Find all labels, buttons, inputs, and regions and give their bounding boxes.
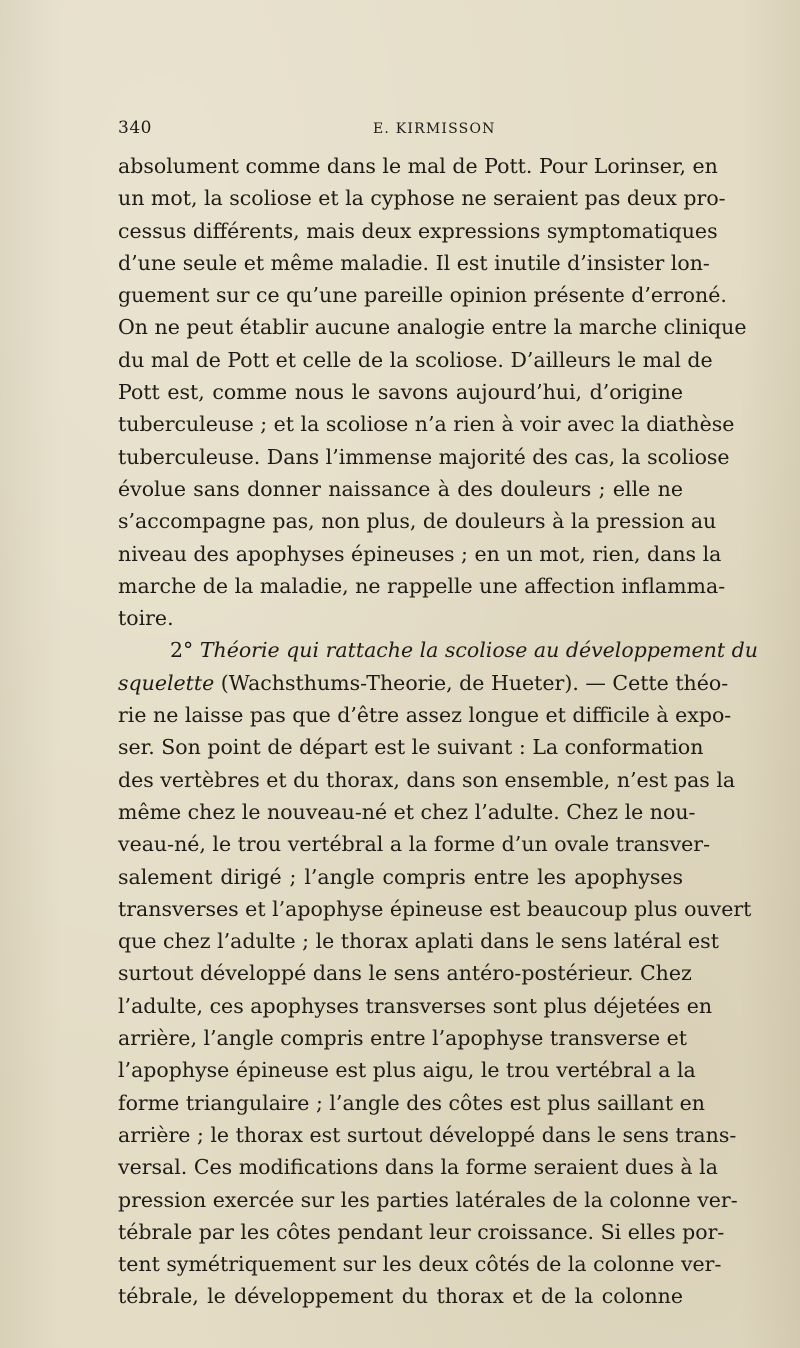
section-title-italic: Théorie qui rattache la scoliose au développement du xyxy=(199,638,758,663)
text-line: s’accompagne pas, non plus, de douleurs à la pression au xyxy=(118,509,717,534)
text-line: salement dirigé ; l’angle compris entre les apophyses xyxy=(118,864,683,889)
text-line: pression exercée sur les parties latérales de la colonne ver- xyxy=(118,1187,738,1212)
text-line: arrière, l’angle compris entre l’apophyse transverse et xyxy=(118,1026,687,1051)
section-title-italic: squelette xyxy=(118,670,215,695)
text-line: tuberculeuse ; et la scoliose n’a rien à voir avec la diathèse xyxy=(118,412,735,437)
text-line: ser. Son point de départ est le suivant : La conformation xyxy=(118,735,704,760)
text-line: toire. xyxy=(118,606,174,631)
text-line: forme triangulaire ; l’angle des côtes est plus saillant en xyxy=(118,1090,705,1115)
text-line: guement sur ce qu’une pareille opinion présente d’erroné. xyxy=(118,283,727,308)
text-line: tuberculeuse. Dans l’immense majorité des cas, la scoliose xyxy=(118,444,730,469)
text-line: On ne peut établir aucune analogie entre la marche clinique xyxy=(118,315,747,340)
text-line: cessus différents, mais deux expressions symptomatiques xyxy=(118,218,718,243)
text-line: veau-né, le trou vertébral a la forme d’un ovale transver- xyxy=(118,832,711,857)
body-text xyxy=(118,150,758,1313)
text-line: niveau des apophyses épineuses ; en un mot, rien, dans la xyxy=(118,541,722,566)
text-line: Pott est, comme nous le savons aujourd’hui, d’origine xyxy=(118,380,683,405)
text-line: même chez le nouveau-né et chez l’adulte. Chez le nou- xyxy=(118,799,696,824)
text-line: rie ne laisse pas que d’être assez longue et difficile à expo- xyxy=(118,703,732,728)
text-line: absolument comme dans le mal de Pott. Pour Lorinser, en xyxy=(118,154,718,178)
section-heading-line xyxy=(118,667,729,699)
text-line: évolue sans donner naissance à des douleurs ; elle ne xyxy=(118,476,683,501)
running-head xyxy=(118,116,683,140)
section-title-suffix: (Wachsthums-Theorie, de Hueter). — Cette théo- xyxy=(214,670,729,695)
text-line: tent symétriquement sur les deux côtés de la colonne ver- xyxy=(118,1252,722,1277)
text-line: d’une seule et même maladie. Il est inutile d’insister lon- xyxy=(118,250,710,275)
text-line: du mal de Pott et celle de la scoliose. D’ailleurs le mal de xyxy=(118,347,713,372)
section-number: 2° xyxy=(170,638,200,663)
text-line: tébrale par les côtes pendant leur croissance. Si elles por- xyxy=(118,1219,725,1244)
text-line: versal. Ces modifications dans la forme seraient dues à la xyxy=(118,1155,718,1180)
text-line: des vertèbres et du thorax, dans son ensemble, n’est pas la xyxy=(118,767,736,792)
section-heading-line xyxy=(118,634,758,666)
text-line: marche de la maladie, ne rappelle une affection inflamma- xyxy=(118,573,726,598)
text-line: l’apophyse épineuse est plus aigu, le trou vertébral a la xyxy=(118,1058,696,1083)
text-line: transverses et l’apophyse épineuse est beaucoup plus ouvert xyxy=(118,896,752,921)
text-line: que chez l’adulte ; le thorax aplati dans le sens latéral est xyxy=(118,929,719,954)
text-line: arrière ; le thorax est surtout développé dans le sens trans- xyxy=(118,1122,737,1147)
text-line: surtout développé dans le sens antéro-postérieur. Chez xyxy=(118,961,692,986)
text-line: tébrale, le développement du thorax et de la colonne xyxy=(118,1284,683,1309)
text-line: l’adulte, ces apophyses transverses sont plus déjetées en xyxy=(118,993,713,1018)
running-title: E. KIRMISSON xyxy=(373,121,496,137)
page-number: 340 xyxy=(118,118,152,138)
text-line: un mot, la scoliose et la cyphose ne seraient pas deux pro- xyxy=(118,186,726,211)
